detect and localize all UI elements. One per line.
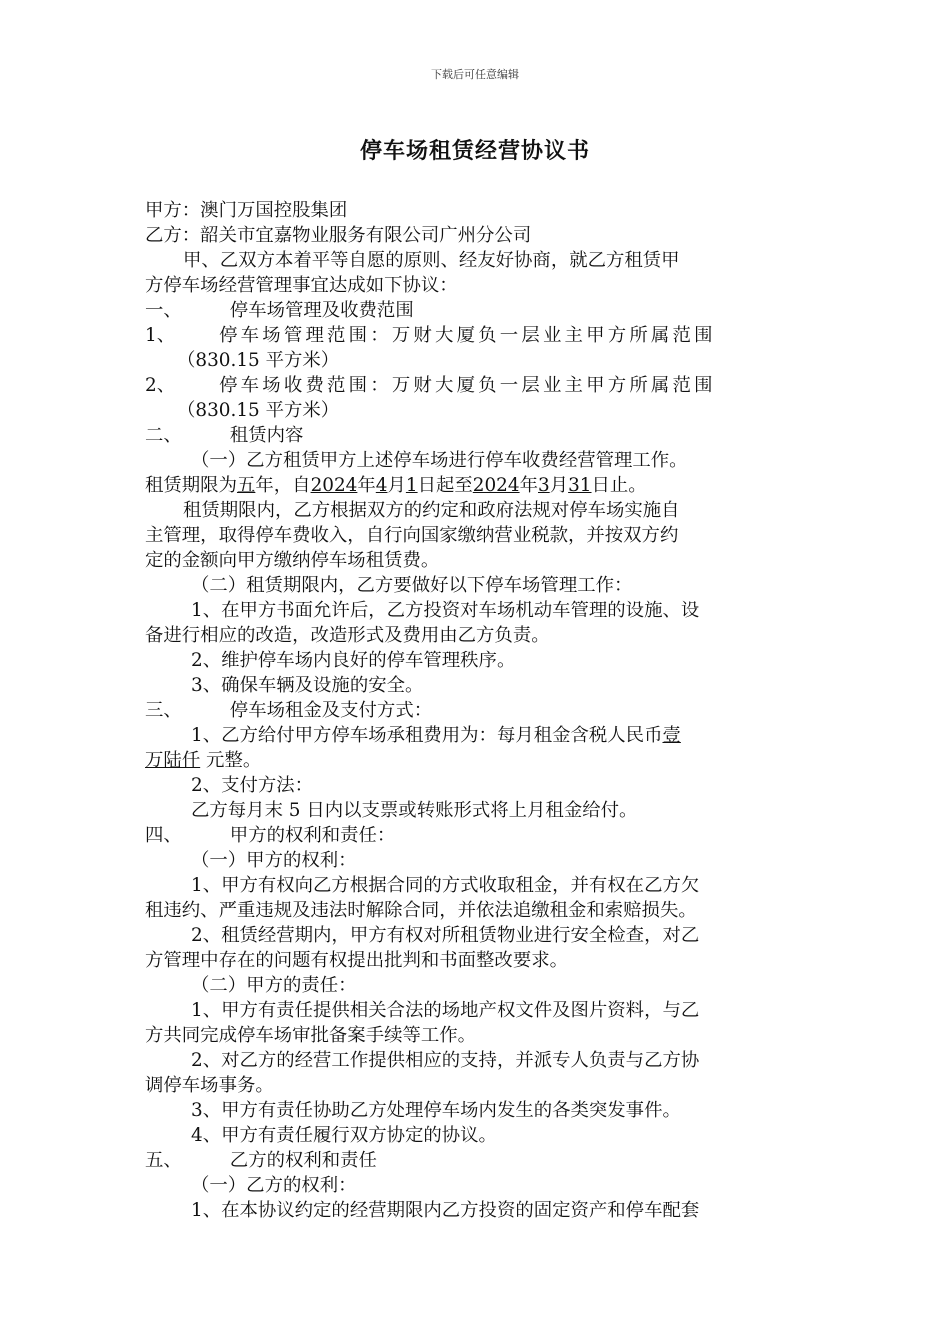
work-item-3: 3、确保车辆及设施的安全。: [191, 675, 424, 696]
section-1-item-2-cont: （830.15 平方米）: [177, 400, 340, 421]
item-text: 停车场管理范围：万财大厦负一层业主甲方所属范围: [219, 325, 716, 346]
item-text: 停车场收费范围：万财大厦负一层业主甲方所属范围: [219, 375, 716, 396]
end-month: 3: [538, 475, 550, 496]
work-item-1-l2: 备进行相应的改造，改造形式及费用由乙方负责。: [145, 625, 550, 646]
item-number: 2、: [145, 375, 176, 396]
b-right-1-l1: 1、在本协议约定的经营期限内乙方投资的固定资产和停车配套: [191, 1200, 700, 1221]
a-right-1-l2: 租违约、严重违规及违法时解除合同，并依法追缴租金和索赔损失。: [145, 900, 697, 921]
lease-term: 租赁期限为五年，自2024年4月1日起至2024年3月31日止。: [145, 475, 647, 496]
section-number: 三、: [145, 700, 182, 721]
lease-years: 五: [236, 475, 256, 496]
section-number: 二、: [145, 425, 182, 446]
start-month: 4: [375, 475, 388, 496]
a-duty-1-l1: 1、甲方有责任提供相关合法的场地产权文件及图片资料，与乙: [191, 1000, 700, 1021]
party-b: 乙方：韶关市宜嘉物业服务有限公司广州分公司: [145, 225, 532, 246]
section-title: 停车场管理及收费范围: [229, 300, 414, 321]
section-1-item-1-cont: （830.15 平方米）: [177, 350, 340, 371]
rent-amount-b: 万陆仟: [145, 750, 201, 771]
section-4-sub-2: （二）甲方的责任：: [191, 975, 357, 996]
start-year: 2024: [310, 475, 358, 496]
section-2-heading: [145, 423, 807, 448]
section-2-para-2-l2: 主管理，取得停车费收入，自行向国家缴纳营业税款，并按双方约: [145, 525, 679, 546]
end-year: 2024: [472, 475, 520, 496]
intro-line-1: 甲、乙双方本着平等自愿的原则、经友好协商，就乙方租赁甲: [183, 250, 680, 271]
section-title: 甲方的权利和责任：: [229, 825, 396, 846]
section-2-para-2-l3: 定的金额向甲方缴纳停车场租赁费。: [145, 550, 440, 571]
page-header-note: 下载后可任意编辑: [431, 68, 519, 81]
a-right-2-l2: 方管理中存在的问题有权提出批判和书面整改要求。: [145, 950, 568, 971]
start-day: 1: [405, 475, 418, 496]
rent-amount-l1: 1、乙方给付甲方停车场承租费用为：每月租金含税人民币壹: [191, 725, 681, 746]
rent-amount-a: 壹: [662, 725, 681, 746]
payment-method-label: 2、支付方法：: [191, 775, 314, 796]
a-duty-3: 3、甲方有责任协助乙方处理停车场内发生的各类突发事件。: [191, 1100, 681, 1121]
rent-amount-l2: 万陆仟 元整。: [145, 750, 262, 771]
work-item-2: 2、维护停车场内良好的停车管理秩序。: [191, 650, 516, 671]
section-4-heading: [145, 823, 807, 848]
document-body: [145, 198, 807, 1223]
a-duty-2-l1: 2、对乙方的经营工作提供相应的支持，并派专人负责与乙方协: [191, 1050, 700, 1071]
a-right-2-l1: 2、租赁经营期内，甲方有权对所租赁物业进行安全检查，对乙: [191, 925, 700, 946]
section-1-item-2: [145, 373, 807, 398]
end-day: 31: [568, 475, 592, 496]
section-4-sub-1: （一）甲方的权利：: [191, 850, 357, 871]
section-1-heading: [145, 298, 807, 323]
section-5-sub-1: （一）乙方的权利：: [191, 1175, 357, 1196]
section-2-para-1: （一）乙方租赁甲方上述停车场进行停车收费经营管理工作。: [191, 450, 688, 471]
section-title: 租赁内容: [229, 425, 304, 446]
work-item-1-l1: 1、在甲方书面允许后，乙方投资对车场机动车管理的设施、设: [191, 600, 700, 621]
a-duty-2-l2: 调停车场事务。: [145, 1075, 274, 1096]
section-2-sub-2: （二）租赁期限内，乙方要做好以下停车场管理工作：: [191, 575, 633, 596]
section-title: 停车场租金及支付方式：: [229, 700, 433, 721]
a-duty-4: 4、甲方有责任履行双方协定的协议。: [191, 1125, 497, 1146]
a-duty-1-l2: 方共同完成停车场审批备案手续等工作。: [145, 1025, 477, 1046]
section-number: 五、: [145, 1150, 182, 1171]
intro-line-2: 方停车场经营管理事宜达成如下协议：: [145, 275, 458, 296]
section-5-heading: [145, 1148, 807, 1173]
section-2-para-2-l1: 租赁期限内，乙方根据双方的约定和政府法规对停车场实施自: [183, 500, 680, 521]
section-number: 四、: [145, 825, 182, 846]
item-number: 1、: [145, 325, 176, 346]
section-1-item-1: [145, 323, 807, 348]
document-title: 停车场租赁经营协议书: [359, 138, 590, 164]
section-number: 一、: [145, 300, 182, 321]
section-3-heading: [145, 698, 807, 723]
a-right-1-l1: 1、甲方有权向乙方根据合同的方式收取租金，并有权在乙方欠: [191, 875, 700, 896]
party-a: 甲方：澳门万国控股集团: [145, 200, 348, 221]
payment-method-text: 乙方每月末 5 日内以支票或转账形式将上月租金给付。: [191, 800, 638, 821]
section-title: 乙方的权利和责任: [229, 1150, 377, 1171]
